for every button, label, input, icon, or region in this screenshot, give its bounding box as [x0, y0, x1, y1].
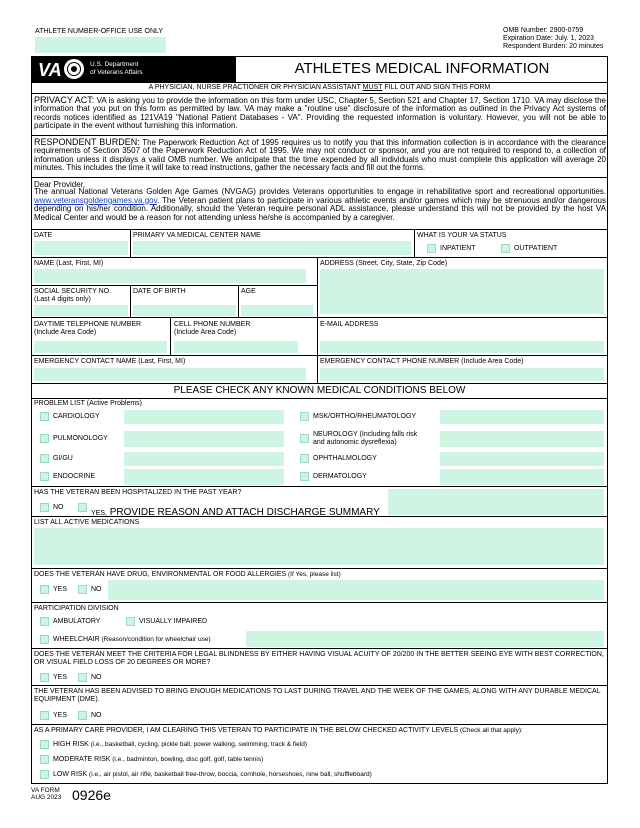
day-phone-sublabel: (Include Area Code)	[34, 329, 97, 336]
respondent-burden: Respondent Burden: 20 minutes	[503, 43, 604, 50]
moderate-risk-checkbox[interactable]	[40, 755, 49, 764]
day-phone-field[interactable]	[34, 341, 167, 353]
ssn-field[interactable]	[34, 305, 128, 316]
gigu-checkbox[interactable]	[40, 454, 49, 463]
endocrine-label: ENDOCRINE	[53, 473, 96, 480]
msk-field[interactable]	[440, 410, 604, 424]
page-title: ATHLETES MEDICAL INFORMATION	[294, 60, 550, 77]
privacy-act: PRIVACY ACT: VA is asking you to provide the information on this form under USC, Chapter 5, Section 521 and Chapter 17, Section 1710. VA may disclose the information that you put on this form as permitted by law. VA may make a "routine use" disclosure of the information as outlined in the Privacy Act systems of records notices identified as 121VA19 "National Patient Databases - VA". Providing the requested information is voluntary. However, you will not be able to participate in the event without furnishing this information.	[34, 95, 606, 131]
emergency-phone-label: EMERGENCY CONTACT PHONE NUMBER (Include Area Code)	[320, 358, 524, 365]
neurology-field[interactable]	[440, 431, 604, 447]
outpatient-checkbox[interactable]	[501, 244, 510, 253]
allergies-no-checkbox[interactable]	[78, 585, 87, 594]
dermatology-checkbox[interactable]	[300, 472, 309, 481]
form-date: AUG 2023	[31, 794, 62, 801]
cardiology-field[interactable]	[124, 410, 284, 424]
cell-phone-field[interactable]	[174, 341, 298, 353]
emergency-name-field[interactable]	[34, 368, 306, 381]
medications-field[interactable]	[34, 528, 604, 565]
pulmonology-field[interactable]	[124, 431, 284, 447]
blindness-question: DOES THE VETERAN MEET THE CRITERIA FOR LEGAL BLINDNESS BY EITHER HAVING VISUAL ACUITY OF 20/200 IN THE BETTER SEEING EYE WITH BEST CORRECTION, OR VISUAL FIELD LOSS OF 20 DEGREES OR MORE?	[34, 651, 604, 666]
endocrine-field[interactable]	[124, 469, 284, 485]
ambulatory-label: AMBULATORY	[53, 618, 101, 625]
inpatient-checkbox[interactable]	[427, 244, 436, 253]
expiration-date: Expiration Date: July. 1, 2023	[503, 35, 594, 42]
high-risk-checkbox[interactable]	[40, 740, 49, 749]
blindness-no-label: NO	[91, 674, 102, 681]
gigu-label: GI/GU	[53, 455, 73, 462]
athlete-number-field[interactable]	[35, 37, 166, 53]
visually-impaired-label: VISUALLY IMPAIRED	[139, 618, 208, 625]
visually-impaired-checkbox[interactable]	[126, 617, 135, 626]
omb-number: OMB Number: 2900-0759	[503, 27, 584, 34]
dept-line1: U.S. Department	[90, 61, 139, 68]
allergies-yes-label: YES	[53, 586, 68, 593]
va-logo-text: VA	[38, 60, 62, 80]
dermatology-field[interactable]	[440, 469, 604, 485]
date-field[interactable]	[34, 241, 128, 255]
dob-label: DATE OF BIRTH	[133, 288, 186, 295]
advice-no-label: NO	[91, 712, 102, 719]
msk-checkbox[interactable]	[300, 412, 309, 421]
low-risk-checkbox[interactable]	[40, 770, 49, 779]
ssn-label: SOCIAL SECURITY NO.	[34, 288, 112, 295]
address-label: ADDRESS (Street, City, State, Zip Code)	[320, 260, 448, 267]
hospitalized-question: HAS THE VETERAN BEEN HOSPITALIZED IN THE PAST YEAR?	[34, 489, 242, 496]
letter-body: The annual National Veterans Golden Age Games (NVGAG) provides Veterans opportunities to engage in rehabilitative sport and recreational opportunities. www.veteransgoldengames.va.gov. The Veteran patient plans to participate in various athletic events and/or games which may be strenuous and/or dangerous depending on his/her condition. Additionally, should the Veteran require personal ADL assistance, please understand this will not be provided by the host VA Medical Center and would be a reason for not attending unless he/she is accompanied by a caregiver.	[34, 187, 606, 222]
age-field[interactable]	[241, 305, 313, 316]
advice-no-checkbox[interactable]	[78, 711, 87, 720]
name-field[interactable]	[34, 269, 306, 283]
medications-label: LIST ALL ACTIVE MEDICATIONS	[34, 519, 140, 526]
va-seal-icon	[64, 59, 84, 79]
hospitalized-no-label: NO	[53, 504, 64, 511]
cardiology-checkbox[interactable]	[40, 412, 49, 421]
form-label: VA FORM	[31, 787, 60, 794]
dermatology-label: DERMATOLOGY	[313, 473, 367, 480]
cell-phone-label: CELL PHONE NUMBER	[174, 321, 251, 328]
hospitalized-yes-label: YES, PROVIDE REASON AND ATTACH DISCHARGE SUMMARY	[91, 507, 380, 518]
allergies-no-label: NO	[91, 586, 102, 593]
neurology-checkbox[interactable]	[300, 434, 309, 443]
office-use-label: ATHLETE NUMBER-OFFICE USE ONLY	[35, 28, 164, 35]
ambulatory-checkbox[interactable]	[40, 617, 49, 626]
cardiology-label: CARDIOLOGY	[53, 413, 100, 420]
wheelchair-checkbox[interactable]	[40, 635, 49, 644]
pulmonology-checkbox[interactable]	[40, 434, 49, 443]
clearance-statement: AS A PRIMARY CARE PROVIDER, I AM CLEARING THIS VETERAN TO PARTICIPATE IN THE BELOW CHECKED ACTIVITY LEVELS (Check all that apply):	[34, 727, 523, 734]
advice-yes-checkbox[interactable]	[40, 711, 49, 720]
low-risk-label: LOW RISK (i.e., air pistol, air rifle, basketball free-throw, boccia, cornhole, horseshoes, nine ball, shuffleboard)	[53, 771, 372, 778]
va-logo	[32, 57, 236, 82]
dob-field[interactable]	[133, 305, 236, 316]
blindness-no-checkbox[interactable]	[78, 673, 87, 682]
ophthalmology-checkbox[interactable]	[300, 454, 309, 463]
cell-phone-sublabel: (Include Area Code)	[174, 329, 237, 336]
outpatient-label: OUTPATIENT	[514, 245, 558, 252]
date-label: DATE	[34, 232, 53, 239]
msk-label: MSK/ORTHO/RHEUMATOLOGY	[313, 413, 417, 420]
day-phone-label: DAYTIME TELEPHONE NUMBER	[34, 321, 142, 328]
dept-line2: of Veterans Affairs	[90, 69, 143, 76]
advice-yes-label: YES	[53, 712, 68, 719]
wheelchair-reason-field[interactable]	[246, 631, 604, 647]
blindness-yes-label: YES	[53, 674, 68, 681]
email-field[interactable]	[320, 341, 604, 353]
inpatient-label: INPATIENT	[440, 245, 476, 252]
games-link[interactable]: www.veteransgoldengames.va.gov	[34, 195, 158, 205]
emergency-phone-field[interactable]	[320, 368, 604, 381]
pulmonology-label: PULMONOLOGY	[53, 435, 108, 442]
hospitalized-reason-field[interactable]	[388, 489, 604, 515]
form-number: 0926e	[72, 787, 111, 803]
ophthalmology-field[interactable]	[440, 452, 604, 466]
email-label: E-MAIL ADDRESS	[320, 321, 379, 328]
allergies-question: DOES THE VETERAN HAVE DRUG, ENVIRONMENTAL OR FOOD ALLERGIES (If Yes, please list)	[34, 571, 341, 578]
primary-center-field[interactable]	[133, 241, 411, 255]
address-field[interactable]	[320, 269, 604, 314]
gigu-field[interactable]	[124, 452, 284, 466]
age-label: AGE	[241, 288, 256, 295]
participation-label: PARTICIPATION DIVISION	[34, 605, 119, 612]
va-status-label: WHAT IS YOUR VA STATUS	[417, 232, 507, 239]
name-label: NAME (Last, First, MI)	[34, 260, 104, 267]
medical-heading: PLEASE CHECK ANY KNOWN MEDICAL CONDITIONS BELOW	[173, 385, 466, 396]
problem-list-label: PROBLEM LIST (Active Problems)	[34, 400, 143, 407]
hospitalized-yes-checkbox[interactable]	[78, 503, 87, 512]
blindness-yes-checkbox[interactable]	[40, 673, 49, 682]
emergency-name-label: EMERGENCY CONTACT NAME (Last, First, MI)	[34, 358, 186, 365]
ophthalmology-label: OPHTHALMOLOGY	[313, 455, 377, 462]
hospitalized-no-checkbox[interactable]	[40, 503, 49, 512]
instructions: A PHYSICIAN, NURSE PRACTIONER OR PHYSICIAN ASSISTANT MUST FILL OUT AND SIGN THIS FORM	[148, 84, 491, 91]
allergies-yes-checkbox[interactable]	[40, 585, 49, 594]
neurology-label-line2: and autonomic dysreflexia)	[313, 439, 397, 446]
letter-greeting: Dear Provider,	[34, 180, 86, 189]
ssn-sublabel: (Last 4 digits only)	[34, 296, 91, 303]
endocrine-checkbox[interactable]	[40, 472, 49, 481]
high-risk-label: HIGH RISK (i.e., basketball, cycling, pickle ball, power walking, swimming, track & field)	[53, 741, 307, 748]
allergies-field[interactable]	[108, 580, 604, 600]
medications-advice-question: THE VETERAN HAS BEEN ADVISED TO BRING ENOUGH MEDICATIONS TO LAST DURING TRAVEL AND THE WEEK OF THE GAMES, ALONG WITH ANY DURABLE MEDICAL EQUIPMENT (DME).	[34, 688, 601, 703]
wheelchair-label: WHEELCHAIR (Reason/condition for wheelchair use)	[53, 636, 211, 643]
neurology-label: NEUROLOGY (Including falls risk	[313, 431, 418, 438]
primary-center-label: PRIMARY VA MEDICAL CENTER NAME	[133, 232, 261, 239]
respondent-burden-statement: RESPONDENT BURDEN: The Paperwork Reduction Act of 1995 requires us to notify you that this information collection is in accordance with the clearance requirements of Section 3507 of the Paperwork Reduction Act of 1995. We may not conduct or sponsor, and you are not required to respond to, a collection of information unless it displays a valid OMB number. We anticipate that the time expended by all individuals who must complete this application will average 20 minutes. This includes the time it will take to read instructions, gather the necessary facts and fill out the forms.	[34, 137, 606, 173]
moderate-risk-label: MODERATE RISK (i.e., badminton, bowling, disc golf, golf, table tennis)	[53, 756, 264, 763]
